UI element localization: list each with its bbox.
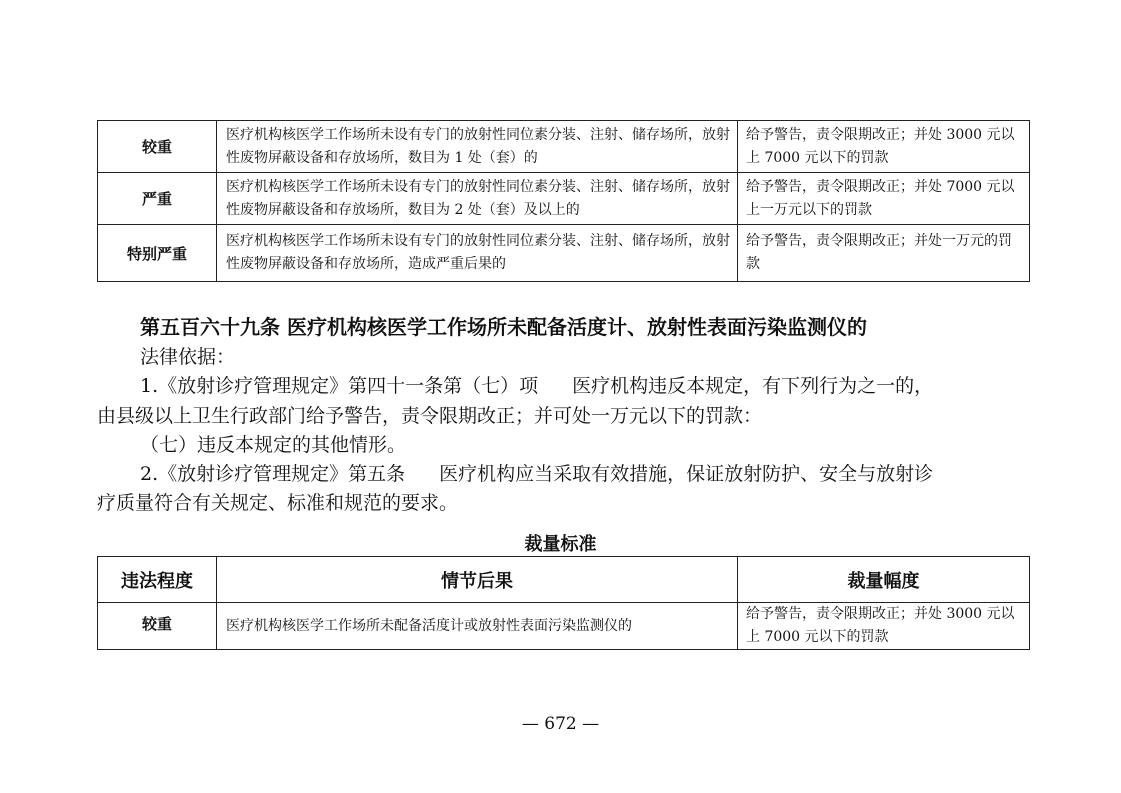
legal-basis-2-ref: 2.《放射诊疗管理规定》第五条 xyxy=(140,463,406,485)
discretion-table xyxy=(97,556,1030,650)
table-row xyxy=(98,173,1030,225)
legal-basis-1-line xyxy=(140,372,1080,401)
consequence-cell: 医疗机构核医学工作场所未配备活度计或放射性表面污染监测仪的 xyxy=(217,603,738,650)
penalty-cell: 给予警告，责令限期改正；并处 3000 元以上 7000 元以下的罚款 xyxy=(738,121,1030,173)
table-row xyxy=(98,121,1030,173)
discretion-table-continued xyxy=(97,120,1030,282)
article-heading: 第五百六十九条 医疗机构核医学工作场所未配备活度计、放射性表面污染监测仪的 xyxy=(140,315,867,339)
column-header-consequence: 情节后果 xyxy=(217,557,738,603)
violation-level-cell: 较重 xyxy=(98,603,217,650)
penalty-cell: 给予警告，责令限期改正；并处 3000 元以上 7000 元以下的罚款 xyxy=(738,603,1030,650)
column-header-penalty: 裁量幅度 xyxy=(738,557,1030,603)
violation-level-cell: 严重 xyxy=(98,173,217,225)
violation-level-cell: 特别严重 xyxy=(98,225,217,282)
legal-basis-2-line xyxy=(140,460,1080,489)
table-row xyxy=(98,225,1030,282)
legal-basis-label: 法律依据： xyxy=(140,346,236,368)
table-header-row xyxy=(98,557,1030,603)
table-caption: 裁量标准 xyxy=(524,534,597,555)
violation-level-cell: 较重 xyxy=(98,121,217,173)
page-number: — 672 — xyxy=(521,714,600,734)
column-header-level: 违法程度 xyxy=(98,557,217,603)
legal-basis-1-ref: 1.《放射诊疗管理规定》第四十一条第（七）项 xyxy=(140,375,539,397)
penalty-cell: 给予警告，责令限期改正；并处 7000 元以上一万元以下的罚款 xyxy=(738,173,1030,225)
legal-basis-2-continuation: 疗质量符合有关规定、标准和规范的要求。 xyxy=(97,492,459,514)
legal-basis-2-text: 医疗机构应当采取有效措施，保证放射防护、安全与放射诊 xyxy=(439,463,934,485)
consequence-cell: 医疗机构核医学工作场所未设有专门的放射性同位素分装、注射、储存场所，放射性废物屏蔽设备和存放场所，数目为 1 处（套）的 xyxy=(217,121,738,173)
legal-basis-1-text: 医疗机构违反本规定，有下列行为之一的， xyxy=(572,375,934,397)
legal-basis-1-item: （七）违反本规定的其他情形。 xyxy=(140,434,407,456)
consequence-cell: 医疗机构核医学工作场所未设有专门的放射性同位素分装、注射、储存场所，放射性废物屏蔽设备和存放场所，造成严重后果的 xyxy=(217,225,738,282)
consequence-cell: 医疗机构核医学工作场所未设有专门的放射性同位素分装、注射、储存场所，放射性废物屏蔽设备和存放场所，数目为 2 处（套）及以上的 xyxy=(217,173,738,225)
table-row xyxy=(98,603,1030,650)
legal-basis-1-continuation: 由县级以上卫生行政部门给予警告，责令限期改正；并可处一万元以下的罚款： xyxy=(97,405,763,427)
penalty-cell: 给予警告，责令限期改正；并处一万元的罚款 xyxy=(738,225,1030,282)
